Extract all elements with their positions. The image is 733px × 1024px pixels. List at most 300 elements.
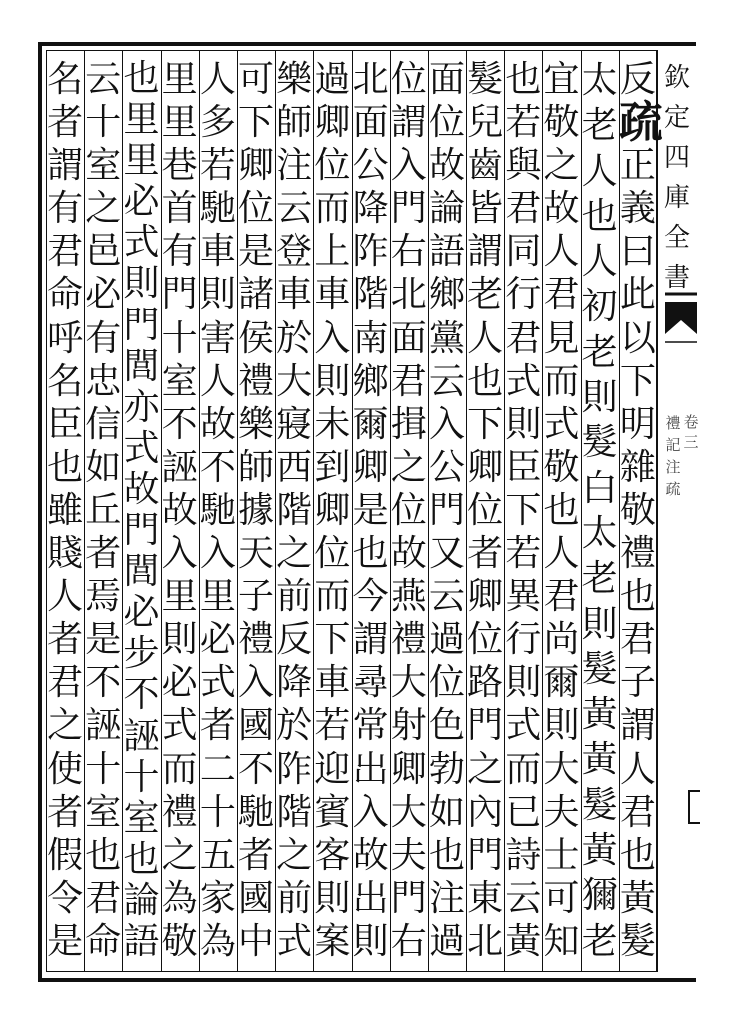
text-char: 十 <box>161 317 198 359</box>
text-column <box>542 58 580 968</box>
text-char: 已 <box>505 791 542 833</box>
text-char: 下 <box>237 102 274 144</box>
text-char: 入 <box>390 145 427 187</box>
text-char: 十 <box>199 791 236 833</box>
banner-title-char: 庫 <box>663 183 690 213</box>
text-char: 師 <box>237 446 274 488</box>
text-char: 有 <box>85 317 122 359</box>
text-char: 必 <box>161 662 198 704</box>
text-char: 者 <box>47 791 84 833</box>
text-char: 呼 <box>47 317 84 359</box>
text-char: 明 <box>619 403 656 445</box>
text-char: 害 <box>199 317 236 359</box>
text-char: 鄉 <box>352 360 389 402</box>
text-char: 公 <box>428 446 465 488</box>
text-column <box>46 58 84 968</box>
text-char: 十 <box>85 102 122 144</box>
text-char: 白 <box>581 467 618 509</box>
text-char: 髮 <box>619 920 656 962</box>
text-char: 云 <box>276 188 313 230</box>
text-char: 之 <box>390 446 427 488</box>
text-char: 義 <box>619 188 656 230</box>
text-char: 君 <box>505 188 542 230</box>
text-char: 今 <box>352 576 389 618</box>
text-char: 北 <box>390 274 427 316</box>
text-char: 不 <box>237 748 274 790</box>
text-char: 上 <box>314 231 351 273</box>
text-char: 車 <box>314 274 351 316</box>
text-char: 邑 <box>85 231 122 273</box>
text-char: 室 <box>85 791 122 833</box>
text-char: 面 <box>428 59 465 100</box>
text-char: 閭 <box>123 345 160 387</box>
text-char: 曰 <box>619 231 656 273</box>
text-char: 家 <box>199 877 236 919</box>
text-char: 北 <box>467 920 504 962</box>
text-char: 人 <box>47 576 84 618</box>
text-char: 不 <box>161 403 198 445</box>
text-char: 黃 <box>619 877 656 919</box>
text-char: 過 <box>428 920 465 962</box>
text-char: 敬 <box>619 489 656 531</box>
text-char: 云 <box>85 59 122 100</box>
text-char: 君 <box>543 576 580 618</box>
text-char: 也 <box>581 195 618 237</box>
text-char: 可 <box>543 877 580 919</box>
text-char: 尚 <box>543 619 580 661</box>
banner-book-title <box>665 412 681 500</box>
text-char: 則 <box>314 877 351 919</box>
text-char: 謂 <box>352 619 389 661</box>
text-char: 多 <box>199 102 236 144</box>
text-char: 卿 <box>390 748 427 790</box>
text-char: 君 <box>47 662 84 704</box>
text-char: 誣 <box>123 715 160 757</box>
text-char: 未 <box>314 403 351 445</box>
text-char: 而 <box>543 360 580 402</box>
text-char: 論 <box>123 879 160 921</box>
text-char: 前 <box>276 576 313 618</box>
text-char: 大 <box>276 360 313 402</box>
text-column <box>618 58 663 968</box>
text-char: 知 <box>543 920 580 962</box>
text-char: 若 <box>199 145 236 187</box>
text-char: 賤 <box>47 533 84 575</box>
text-char: 士 <box>543 834 580 876</box>
text-char: 故 <box>543 188 580 230</box>
text-char: 為 <box>161 877 198 919</box>
text-char: 首 <box>161 188 198 230</box>
text-char: 行 <box>505 619 542 661</box>
text-char: 射 <box>390 705 427 747</box>
text-char: 爾 <box>352 403 389 445</box>
text-char: 皆 <box>467 188 504 230</box>
text-char: 也 <box>619 576 656 618</box>
text-char: 雖 <box>47 489 84 531</box>
text-char: 老 <box>581 558 618 600</box>
banner-title-char: 四 <box>663 143 690 173</box>
text-char: 師 <box>276 102 313 144</box>
text-char: 信 <box>85 403 122 445</box>
text-char: 位 <box>314 533 351 575</box>
text-column <box>122 58 160 968</box>
text-char: 則 <box>505 662 542 704</box>
text-char: 入 <box>237 662 274 704</box>
text-char: 誣 <box>161 446 198 488</box>
text-char: 若 <box>505 102 542 144</box>
text-char: 大 <box>543 748 580 790</box>
text-char: 車 <box>199 231 236 273</box>
banner-title-char: 全 <box>663 223 690 253</box>
text-char: 人 <box>543 533 580 575</box>
text-char: 黃 <box>581 830 618 872</box>
text-char: 夫 <box>390 834 427 876</box>
text-char: 焉 <box>85 576 122 618</box>
text-char: 必 <box>123 181 160 223</box>
text-char: 卿 <box>467 446 504 488</box>
text-char: 色 <box>428 705 465 747</box>
text-char: 而 <box>314 576 351 618</box>
text-char: 人 <box>619 748 656 790</box>
text-char: 則 <box>543 705 580 747</box>
text-char: 老 <box>581 105 618 147</box>
text-char: 子 <box>237 576 274 618</box>
text-char: 髮 <box>581 648 618 690</box>
text-char: 禮 <box>237 619 274 661</box>
text-char: 丘 <box>85 489 122 531</box>
text-char: 人 <box>199 59 236 100</box>
text-char: 注 <box>428 877 465 919</box>
text-column <box>581 58 619 968</box>
text-char: 黃 <box>581 694 618 736</box>
text-char: 式 <box>276 920 313 962</box>
text-char: 不 <box>85 662 122 704</box>
text-char: 之 <box>161 834 198 876</box>
text-char: 式 <box>543 403 580 445</box>
text-char: 云 <box>428 360 465 402</box>
text-char: 賓 <box>314 791 351 833</box>
text-char: 東 <box>467 877 504 919</box>
banner-title-char: 書 <box>663 263 690 293</box>
text-char: 行 <box>505 274 542 316</box>
text-char: 語 <box>428 231 465 273</box>
text-char: 出 <box>352 748 389 790</box>
text-char: 正 <box>619 145 656 187</box>
text-char: 宜 <box>543 59 580 100</box>
text-column <box>352 58 390 968</box>
text-char: 異 <box>505 576 542 618</box>
text-char: 是 <box>47 920 84 962</box>
text-char: 室 <box>161 360 198 402</box>
text-char: 馳 <box>199 188 236 230</box>
text-char: 也 <box>619 834 656 876</box>
text-char: 門 <box>390 188 427 230</box>
banner-title-char: 定 <box>663 103 690 133</box>
text-char: 故 <box>199 403 236 445</box>
text-char: 位 <box>390 59 427 100</box>
text-char: 謂 <box>619 705 656 747</box>
text-char: 大 <box>390 662 427 704</box>
text-char: 敬 <box>161 920 198 962</box>
text-column <box>313 58 351 968</box>
text-char: 也 <box>123 58 160 99</box>
text-char: 臣 <box>47 403 84 445</box>
text-char: 階 <box>276 791 313 833</box>
banner-juan-char: 三 <box>683 433 699 451</box>
banner-title-char: 欽 <box>663 63 690 93</box>
text-char: 入 <box>314 317 351 359</box>
text-char: 君 <box>619 619 656 661</box>
text-char: 而 <box>505 748 542 790</box>
text-char: 入 <box>161 533 198 575</box>
text-char: 人 <box>543 231 580 273</box>
text-char: 卿 <box>314 102 351 144</box>
text-char: 式 <box>161 705 198 747</box>
text-char: 之 <box>467 748 504 790</box>
text-char: 門 <box>123 304 160 346</box>
text-column <box>237 58 275 968</box>
text-char: 門 <box>428 489 465 531</box>
text-column <box>428 58 466 968</box>
text-char: 入 <box>428 403 465 445</box>
text-char: 南 <box>352 317 389 359</box>
text-char: 人 <box>581 241 618 283</box>
text-char: 門 <box>161 274 198 316</box>
text-char: 而 <box>161 748 198 790</box>
text-char: 髮 <box>581 422 618 464</box>
text-char: 雜 <box>619 446 656 488</box>
text-char: 也 <box>47 446 84 488</box>
text-char: 式 <box>505 705 542 747</box>
text-char: 馳 <box>237 791 274 833</box>
banner-title <box>660 58 694 298</box>
text-char: 兒 <box>467 102 504 144</box>
text-column <box>275 58 313 968</box>
text-char: 則 <box>581 377 618 419</box>
text-char: 里 <box>161 59 198 100</box>
text-char: 尋 <box>352 662 389 704</box>
text-char: 可 <box>237 59 274 100</box>
text-char: 里 <box>123 99 160 141</box>
text-char: 步 <box>123 633 160 675</box>
text-char: 不 <box>199 446 236 488</box>
text-char: 黃 <box>505 920 542 962</box>
banner-book-char: 記 <box>665 436 681 454</box>
text-char: 下 <box>314 619 351 661</box>
text-char: 必 <box>123 592 160 634</box>
text-char: 是 <box>352 489 389 531</box>
text-char: 子 <box>619 662 656 704</box>
text-char: 寢 <box>276 403 313 445</box>
text-char: 右 <box>390 920 427 962</box>
text-char: 十 <box>123 756 160 798</box>
text-char: 閭 <box>123 551 160 593</box>
text-char: 位 <box>467 619 504 661</box>
text-char: 有 <box>47 188 84 230</box>
text-char: 故 <box>352 834 389 876</box>
text-char: 過 <box>314 59 351 100</box>
text-column <box>466 58 504 968</box>
text-char: 則 <box>161 619 198 661</box>
text-char: 下 <box>619 360 656 402</box>
text-char: 黃 <box>581 739 618 781</box>
text-char: 入 <box>352 791 389 833</box>
text-char: 君 <box>505 317 542 359</box>
text-char: 樂 <box>276 59 313 100</box>
text-char: 下 <box>505 489 542 531</box>
text-char: 若 <box>314 705 351 747</box>
text-char: 夫 <box>543 791 580 833</box>
text-char: 卿 <box>237 145 274 187</box>
text-char: 登 <box>276 231 313 273</box>
text-char: 反 <box>619 59 656 100</box>
text-char: 於 <box>276 705 313 747</box>
text-char: 老 <box>581 331 618 373</box>
text-char: 者 <box>199 705 236 747</box>
text-char: 則 <box>199 274 236 316</box>
text-char: 階 <box>352 274 389 316</box>
text-char: 敬 <box>543 102 580 144</box>
text-char: 式 <box>123 222 160 264</box>
text-char: 降 <box>276 662 313 704</box>
text-char: 不 <box>123 674 160 716</box>
text-char: 室 <box>123 797 160 839</box>
text-char: 敬 <box>543 446 580 488</box>
text-char: 阼 <box>352 231 389 273</box>
text-char: 與 <box>505 145 542 187</box>
banner-juan <box>683 412 699 452</box>
text-char: 北 <box>352 59 389 100</box>
text-char: 鄉 <box>428 274 465 316</box>
text-char: 則 <box>581 603 618 645</box>
text-char: 位 <box>390 489 427 531</box>
text-char: 也 <box>467 360 504 402</box>
text-char: 有 <box>161 231 198 273</box>
text-char: 名 <box>47 360 84 402</box>
text-char: 也 <box>543 489 580 531</box>
text-column <box>390 58 428 968</box>
text-column <box>84 58 122 968</box>
text-char: 里 <box>161 102 198 144</box>
text-char: 見 <box>543 317 580 359</box>
text-char: 君 <box>85 877 122 919</box>
banner-book-char: 疏 <box>665 480 681 498</box>
text-char: 門 <box>123 510 160 552</box>
text-char: 位 <box>314 145 351 187</box>
text-char: 十 <box>85 748 122 790</box>
text-char: 人 <box>467 317 504 359</box>
text-char: 前 <box>276 877 313 919</box>
text-char: 禮 <box>161 791 198 833</box>
text-char: 注 <box>276 145 313 187</box>
banner-book-char: 禮 <box>665 414 681 432</box>
text-char: 車 <box>276 274 313 316</box>
banner-juan-char: 卷 <box>683 413 699 431</box>
text-char: 也 <box>123 838 160 880</box>
text-char: 門 <box>390 877 427 919</box>
text-char: 此 <box>619 274 656 316</box>
text-char: 里 <box>161 576 198 618</box>
text-char: 謂 <box>467 231 504 273</box>
text-char: 爾 <box>543 662 580 704</box>
text-char: 者 <box>467 533 504 575</box>
text-char: 也 <box>505 59 542 100</box>
text-char: 臣 <box>505 446 542 488</box>
text-char: 階 <box>276 489 313 531</box>
text-char: 出 <box>352 877 389 919</box>
text-char: 者 <box>85 533 122 575</box>
text-char: 卿 <box>314 489 351 531</box>
text-char: 若 <box>505 533 542 575</box>
text-char: 路 <box>467 662 504 704</box>
text-char: 卿 <box>352 446 389 488</box>
text-char: 令 <box>47 877 84 919</box>
text-char: 疏 <box>618 97 663 149</box>
text-char: 於 <box>276 317 313 359</box>
text-column <box>199 58 237 968</box>
text-column <box>161 58 199 968</box>
text-char: 迎 <box>314 748 351 790</box>
text-char: 中 <box>237 920 274 962</box>
text-char: 卿 <box>467 576 504 618</box>
text-char: 到 <box>314 446 351 488</box>
text-char: 位 <box>467 489 504 531</box>
text-char: 之 <box>276 834 313 876</box>
text-char: 巷 <box>161 145 198 187</box>
text-char: 之 <box>543 145 580 187</box>
text-char: 云 <box>505 877 542 919</box>
text-char: 老 <box>581 920 618 962</box>
text-char: 者 <box>237 834 274 876</box>
text-char: 則 <box>352 920 389 962</box>
text-char: 揖 <box>390 403 427 445</box>
text-char: 阼 <box>276 748 313 790</box>
text-char: 降 <box>352 188 389 230</box>
text-char: 公 <box>352 145 389 187</box>
text-char: 入 <box>199 533 236 575</box>
text-char: 則 <box>123 263 160 305</box>
text-char: 下 <box>467 403 504 445</box>
text-char: 常 <box>352 705 389 747</box>
text-char: 故 <box>161 489 198 531</box>
text-char: 人 <box>199 360 236 402</box>
text-char: 為 <box>199 920 236 962</box>
text-char: 髮 <box>467 59 504 100</box>
text-char: 右 <box>390 231 427 273</box>
text-char: 獮 <box>581 875 618 917</box>
text-char: 是 <box>85 619 122 661</box>
text-char: 又 <box>428 533 465 575</box>
text-char: 者 <box>47 102 84 144</box>
text-char: 國 <box>237 877 274 919</box>
text-char: 故 <box>428 145 465 187</box>
text-char: 內 <box>467 791 504 833</box>
text-char: 面 <box>390 317 427 359</box>
text-char: 命 <box>85 920 122 962</box>
text-char: 云 <box>428 576 465 618</box>
text-char: 假 <box>47 834 84 876</box>
text-char: 謂 <box>390 102 427 144</box>
text-char: 君 <box>543 274 580 316</box>
text-char: 案 <box>314 920 351 962</box>
text-char: 同 <box>505 231 542 273</box>
text-char: 里 <box>199 576 236 618</box>
text-char: 謂 <box>47 145 84 187</box>
text-column <box>504 58 542 968</box>
text-char: 過 <box>428 619 465 661</box>
text-char: 如 <box>85 446 122 488</box>
text-char: 燕 <box>390 576 427 618</box>
